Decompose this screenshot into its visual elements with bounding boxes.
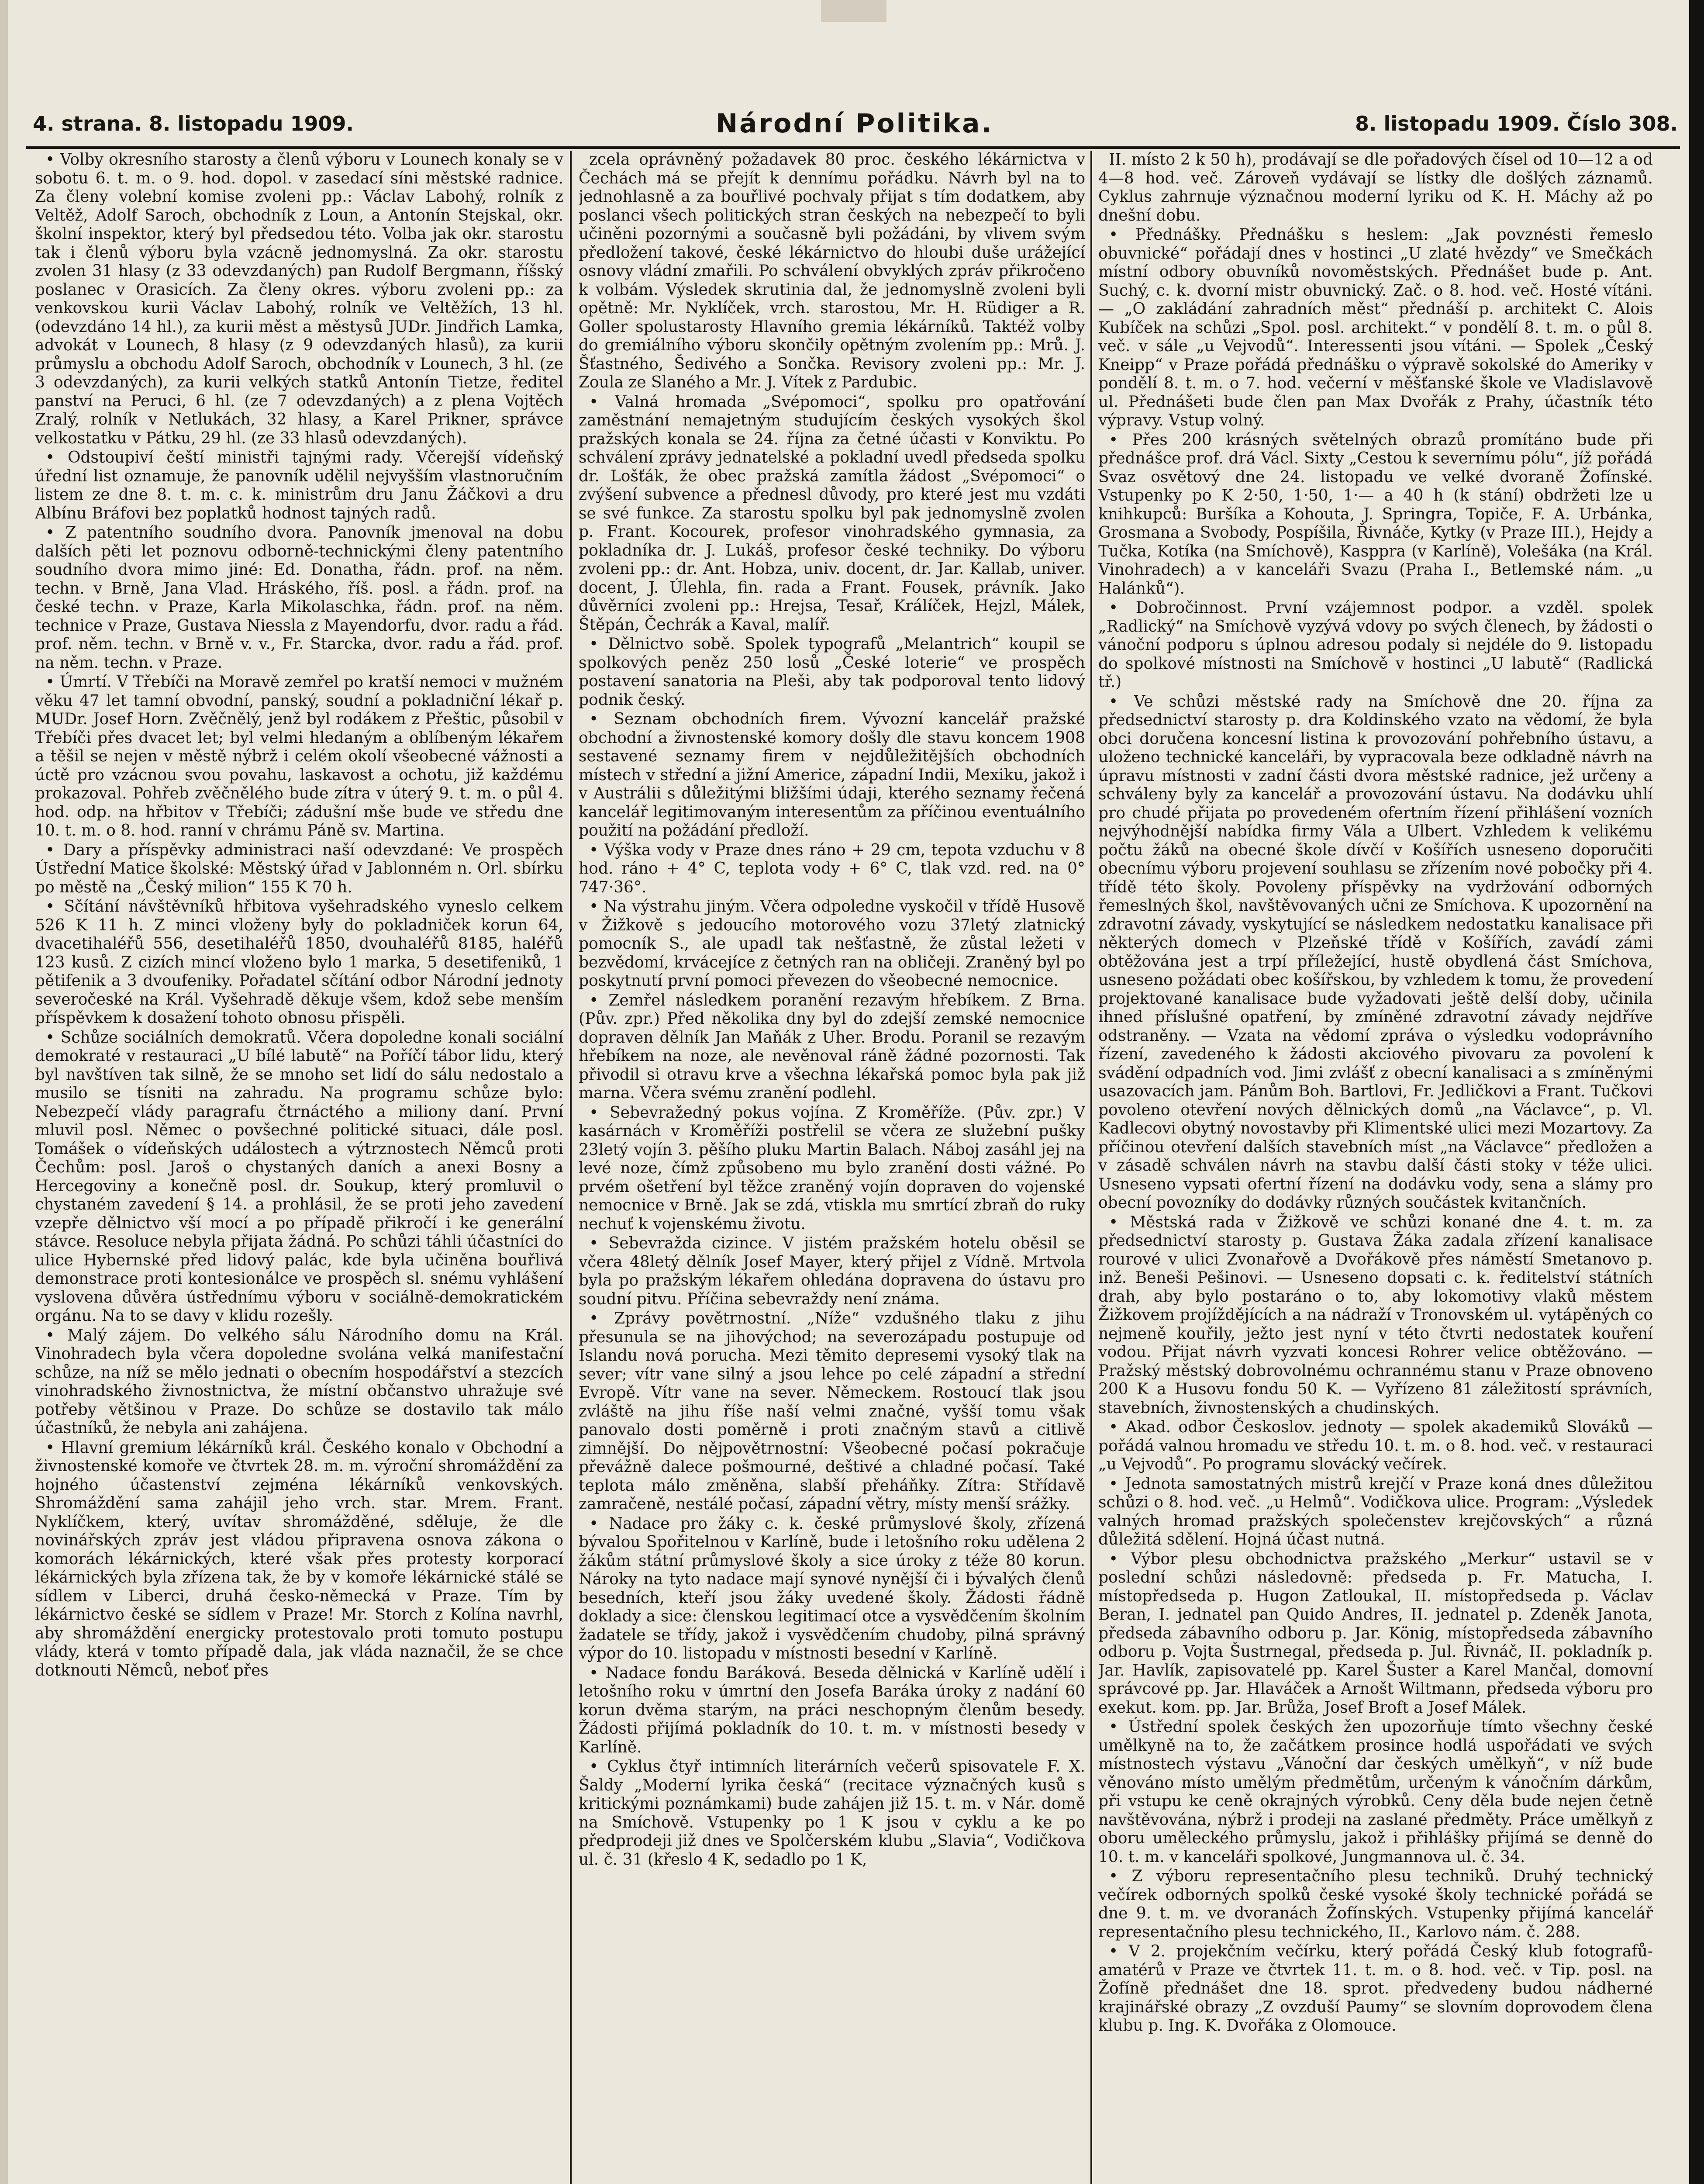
article: • Dobročinnost. První vzájemnost podpor. a vzděl. spolek „Radlický“ na Smíchově vyzývá vdovy po svých členech, by žádosti o vánoční podporu s úplnou adresou podaly si nejdéle do 9. listopadu do spolkové místnosti na Smíchově v hostinci „U labutě“ (Radlická tř.) — [1098, 599, 1653, 691]
article: • Městská rada v Žižkově ve schůzi konané dne 4. t. m. za předsednictví starosty p. Gustava Žáka zadala zřízení kanalisace rourové v ulici Zvonařově a Dvořákově přes náměstí Smetanovo p. inž. Beneši Pešinovi. — Usneseno dopsati c. k. ředitelství státních drah, aby bylo postaráno o to, aby lokomotivy vlaků městem Žižkovem projíždějících a na nádraží v Tronovském ul. vytápěných co nejmeně kouřily, ježto jest nyní v této čtvrti nedostatek kouření vodou. Přijat návrh vyzvati koncesi Rohrer velice obtěžováno. — Pražský městský dobrovolnému ochrannému stanu v Praze obnoveno 200 K a Husovu fondu 50 K. — Vyřízeno 81 záležitostí správních, stavebních, živnostenských a chudinských. — [1098, 1213, 1653, 1417]
article: • Ústřední spolek českých žen upozorňuje tímto všechny české umělkyně na to, že začátkem prosince hodlá uspořádati ve svých místnostech výstavu „Vánoční dar českých umělkyň“, v níž bude věnováno místo umělým předmětům, určeným k vánočním dárkům, při vstupu ke ceně okrajných výrobků. Ceny děla bude nejen četně navštěvována, nýbrž i prodeji na zaslané předměty. Práce umělkyň z oboru uměleckého průmyslu, jakož i přihlášky přijímá se denně do 10. t. m. v kanceláři spolkové, Jungmannova ul. č. 34. — [1098, 1718, 1653, 1866]
article: • Volby okresního starosty a členů výboru v Lounech konaly se v sobotu 6. t. m. o 9. hod. dopol. v zasedací síni městské radnice. Za členy volební komise zvoleni pp.: Václav Labohý, rolník z Veltěž, Adolf Saroch, obchodník z Loun, a Antonín Stejskal, okr. školní inspektor, který byl předsedou této. Volba jak okr. starostu tak i členů výboru byla vzácně jednomyslná. Za okr. starostu zvolen 31 hlasy (z 33 odevzdaných) pan Rudolf Bergmann, říšský poslanec v Orasicích. Za členy okres. výboru zvoleni pp.: za venkovskou kurii Václav Labohý, rolník ve Veltěžích, 13 hl. (odevzdáno 14 hl.), za kurii měst a městysů JUDr. Jindřich Lamka, advokát v Lounech, 8 hlasy (z 9 odevzdaných hlasů), za kurii průmyslu a obchodu Adolf Saroch, obchodník v Lounech, 3 hl. (ze 3 odevzdaných), za kurii velkých statků Antonín Tietze, ředitel panství na Peruci, 6 hl. (ze 7 odevzdaných) a z plena Vojtěch Zralý, rolník v Netlukách, 32 hlasy, a Karel Prikner, správce velkostatku v Pátku, 29 hl. (ze 33 hlasů odevzdaných). — [35, 151, 563, 447]
scan-right-edge — [1689, 0, 1704, 2184]
article: zcela oprávněný požadavek 80 proc. českého lékárnictva v Čechách má se přejít k dennímu pořádku. Návrh byl na to jednohlasně a za bouřlivé pochvaly přijat s tím dodatkem, aby poslanci všech politických stran českých na nebezpečí to byli učiněni pozornými a současně byli požádáni, by vlivem svým předložení takové, české lékárnictvo do hloubi duše urážející osnovy vládní zmařili. Po schválení obvyklých zpráv přikročeno k volbám. Výsledek skrutinia dal, že jednomyslně zvoleni byli opětně: Mr. Nyklíček, vrch. starostou, Mr. H. Rüdiger a R. Goller spolustarosty Hlavního gremia lékárníků. Taktéž volby do gremiálního výboru skončily opětným zvolením pp.: Mrů. J. Šťastného, Šedivého a Sončka. Revisory zvoleni pp.: Mr. J. Zoula ze Slaného a Mr. J. Vítek z Pardubic. — [579, 151, 1085, 391]
masthead-title: Národní Politika. — [715, 108, 993, 139]
page-header — [33, 103, 1678, 144]
article: • Sebevražedný pokus vojína. Z Kroměříže. (Pův. zpr.) V kasárnách v Kroměříži postřelil se včera ze služební pušky 23letý vojín 3. pěšího pluku Martin Balach. Náboj zasáhl jej na levé noze, čímž způsobeno mu bylo zranění dosti vážné. Po prvém ošetření byl těžce zraněný vojín dopraven do vojenské nemocnice v Brně. Jak se zdá, vtiskla mu smrtící zbraň do ruky nechuť k vojenskému životu. — [579, 1103, 1085, 1233]
header-rule — [26, 146, 1680, 149]
article: • Dělnictvo sobě. Spolek typografů „Melantrich“ koupil se spolkových peněz 250 losů „České loterie“ ve prospěch postavení sanatoria na Pleši, aby tak podporoval tento lidový podnik český. — [579, 635, 1085, 709]
article: • Zemřel následkem poranění rezavým hřebíkem. Z Brna. (Pův. zpr.) Před několika dny byl do zdejší zemské nemocnice dopraven dělník Jan Maňák z Uher. Brodu. Poranil se rezavým hřebíkem na noze, ale nevěnoval ráně žádné pozornosti. Tak přivodil si otravu krve a všechna lékařská pomoc byla pak již marna. Včera svému zranění podlehl. — [579, 991, 1085, 1102]
article: • Z patentního soudního dvora. Panovník jmenoval na dobu dalších pěti let poznovu odborně-technickými členy patentního soudního dvora mimo jiné: Ed. Donatha, řádn. prof. na něm. techn. v Brně, Jana Vlad. Hráského, říš. posl. a řádn. prof. na české techn. v Praze, Karla Mikolaschka, řádn. prof. na něm. technice v Praze, Gustava Niessla z Mayendorfu, dvor. radu a řád. prof. něm. techn. v Brně v. v., Fr. Starcka, dvor. radu a řád. prof. na něm. techn. v Praze. — [35, 524, 563, 672]
article: • Jednota samostatných mistrů krejčí v Praze koná dnes důležitou schůzi o 8. hod. več. „u Helmů“. Vodičkova ulice. Program: „Výsledek valných hromad pražských společenstev krejčovských“ a různá důležitá sdělení. Hojná účast nutná. — [1098, 1475, 1653, 1548]
column-3 — [1098, 151, 1653, 2184]
article: • Nadace fondu Baráková. Beseda dělnická v Karlíně udělí i letošního roku v úmrtní den Josefa Baráka úroky z nadání 60 korun dvěma starým, na práci neschopným členům besedy. Žádosti přijímá pokladník do 10. t. m. v místnosti besedy v Karlíně. — [579, 1664, 1085, 1756]
article: • Malý zájem. Do velkého sálu Národního domu na Král. Vinohradech byla včera dopoledne svolána velká manifestační schůze, na níž se mělo jednati o obecním hospodářství a stezcích vinohradského živnostnictva, že místní občanstvo uhražuje své potřeby většinou v Praze. Do schůze se dostavilo tak málo účastníků, že nebyla ani zahájena. — [35, 1326, 563, 1437]
article: • Hlavní gremium lékárníků král. Českého konalo v Obchodní a živnostenské komoře ve čtvrtek 28. m. m. výroční shromáždění za hojného účastenství zejména lékárníků venkovských. Shromáždění sama zahájil jeho vrch. star. Mrem. Frant. Nyklíčkem, který, uvítav shromážděné, sděluje, že dle novinářských zpráv jest vládou připravena osnova zákona o komorách lékárnických, které však přes protesty korporací lékárnických byla zřízena tak, že by v komoře lékárnické stálé se sídlem v Liberci, druhá česko-německá v Praze. Tím by lékárnictvo české se sídlem v Praze! Mr. Storch z Kolína navrhl, aby shromáždění energicky protestovalo proti tomuto postupu vlády, která v tomto případě dala, jak vláda naznačil, že se chce dotknouti Němců, neboť přes — [35, 1438, 563, 1679]
article: • Přednášky. Přednášku s heslem: „Jak povznésti řemeslo obuvnické“ pořádají dnes v hostinci „U zlaté hvězdy“ ve Smečkách místní odbory obuvníků novoměstských. Přednášet bude p. Ant. Suchý, c. k. dvorní mistr obuvnický. Zač. o 8. hod. več. Hosté vítáni. — „O zakládání zahradních měst“ přednáší p. architekt C. Alois Kubíček na schůzi „Spol. posl. architekt.“ v pondělí 8. t. m. o půl 8. več. v sále „u Vejvodů“. Interessenti jsou vítáni. — Spolek „Český Kneipp“ v Praze pořádá přednášku o výpravě sokolské do Ameriky v pondělí 8. t. m. o 7. hod. večerní v měšťanské škole ve Vladislavově ul. Přednášeti bude člen pan Max Dvořák z Prahy, účastník této výpravy. Vstup volný. — [1098, 226, 1653, 429]
article: • Na výstrahu jiným. Včera odpoledne vyskočil v třídě Husově v Žižkově s jedoucího motorového vozu 37letý zlatnický pomocník S., ale upadl tak nešťastně, že zůstal ležeti v bezvědomí, krvácejíce z četných ran na obličeji. Zraněný byl po poskytnutí první pomoci převezen do všeobecné nemocnice. — [579, 898, 1085, 990]
article: • V 2. projekčním večírku, který pořádá Český klub fotografů-amatérů v Praze ve čtvrtek 11. t. m. o 8. hod. več. v Tip. posl. na Žofíně přednášet dne 18. sprot. předvedeny budou nádherné krajinářské obrazy „Z ovzduší Paumy“ se slovním doprovodem člena klubu p. Ing. K. Dvořáka z Olomouce. — [1098, 1942, 1653, 2035]
article: • Výška vody v Praze dnes ráno + 29 cm, tepota vzduchu v 8 hod. ráno + 4° C, teplota vody + 6° C, tlak vzd. red. na 0° 747·36°. — [579, 841, 1085, 896]
scan-left-edge — [0, 0, 8, 2184]
scan-top-mark — [821, 0, 886, 22]
article: • Cyklus čtyř intimních literárních večerů spisovatele F. X. Šaldy „Moderní lyrika česká“ (recitace význačných kusů s kritickými poznámkami) bude zahájen již 15. t. m. v Nár. domě na Smíchově. Vstupenky po 1 K jsou v cyklu a ke po předprodeji již dnes ve Spolčerském klubu „Slavia“, Vodičkova ul. č. 31 (křeslo 4 K, sedadlo po 1 K, — [579, 1758, 1085, 1869]
article: • Schůze sociálních demokratů. Včera dopoledne konali sociální demokraté v restauraci „U bílé labutě“ na Poříčí tábor lidu, který byl navštíven tak silně, že se mnoho set lidí do sálu nedostalo a musilo se tísniti na zahradu. Na programu schůze bylo: Nebezpečí vlády paragrafu čtrnáctého a miliony daní. První mluvil posl. Němec o povšechné politické situaci, dále posl. Tomášek o vídeňských událostech a výtrznostech Němců proti Čechům: posl. Jaroš o chystaných daních a anexi Bosny a Hercegoviny a konečně posl. dr. Soukup, který promluvil o chystaném zavedení § 14. a prohlásil, že se proti jeho zavedení vzepře dělnictvo vší mocí a po případě přikročí i ke generální stávce. Resoluce nebyla přijata žádná. Po schůzi táhli účastníci do ulice Hybernské před lidový palác, kde byla učiněna bouřlivá demonstrace proti kontesionálce ve prospěch sl. snému vyhlášení vyslovena důvěra ústřednímu výboru v sociálně-demokratickém orgánu. Na to se davy v klidu rozešly. — [35, 1028, 563, 1325]
article: • Seznam obchodních firem. Vývozní kancelář pražské obchodní a živnostenské komory došly dle stavu koncem 1908 sestavené seznamy firem v nejdůležitějších obchodních místech v střední a jižní Americe, západní Indii, Mexiku, jakož i v Austrálii s důležitými bližšími údaji, kterého seznamy řečená kancelář legitimovaným interesentům za příčinou eventuálního použití na požádání předloží. — [579, 710, 1085, 840]
column-separator-2 — [1090, 151, 1092, 2184]
article: • Zprávy povětrnostní. „Níže“ vzdušného tlaku z jihu přesunula se na jihovýchod; na severozápadu postupuje od Islandu nová porucha. Mezi těmito depresemi vysoký tlak na sever; vítr vane silný a jsou lehce po celé západní a střední Evropě. Vítr vane na sever. Německem. Rostoucí tlak jsou zvláště na jihu říše naší velmi značné, vyšší tomu však panovalo dosti poměrně i proti značným stavů a citlivě zimnější. Do nějpovětrnostní: Všeobecné počasí pokračuje převážně dalece pošmourné, deštivé a chladné počasí. Také teplota málo změněna, slabší přeháňky. Zítra: Střídavě zamračeně, nestálé počasí, západní větry, místy menší srážky. — [579, 1310, 1085, 1513]
article: • Nadace pro žáky c. k. české průmyslové školy, zřízená bývalou Spořitelnou v Karlíně, bude i letošního roku udělena 2 žákům státní průmyslové školy a sice úroky z téže 80 korun. Nároky na tyto nadace mají synové nynější či i bývalých členů besedních, kteří jsou žáky uvedené školy. Žádosti řádně doklady a sice: členskou legitimací otce a vysvědčením školním žadatele se třídy, jakož i vysvědčením chudoby, pilná správný výpor do 10. listopadu v místnosti besední v Karlíně. — [579, 1514, 1085, 1662]
article: • Přes 200 krásných světelných obrazů promítáno bude při přednášce prof. drá Václ. Sixty „Cestou k severnímu pólu“, jíž pořádá Svaz osvětový dne 24. listopadu ve velké dvoraně Žofínské. Vstupenky po K 2·50, 1·50, 1·— a 40 h (k stání) obdržeti lze u knihkupců: Buršíka a Kohouta, J. Springra, Topiče, F. A. Urbánka, Grosmana a Svobody, Pospíšila, Řivnáče, Kytky (v Praze III.), Hejdy a Tučka, Kotíka (na Smíchově), Kasppra (v Karlíně), Volešáka (na Král. Vinohradech) a v kanceláři Svazu (Praha I., Betlemské nám. „u Halánků“). — [1098, 431, 1653, 598]
article: • Valná hromada „Svépomoci“, spolku pro opatřování zaměstnání nemajetným studujícím českých vysokých škol pražských konala se 24. října za četné účasti v Konviktu. Po schválení zprávy jednatelské a pokladní uvedl předseda spolku dr. Lošťák, že obec pražská zamítla žádost „Svépomoci“ o zvýšení subvence a přednesl důvody, pro které jest mu vzdáti se své funkce. Za starostu spolku byl pak jednomyslně zvolen p. Frant. Kocourek, profesor vinohradského gymnasia, za pokladníka dr. J. Lukáš, profesor české techniky. Do výboru zvoleni pp.: dr. Ant. Hobza, univ. docent, dr. Jar. Kallab, univer. docent, J. Úlehla, fin. rada a Frant. Fousek, právník. Jako důvěrníci zvoleni pp.: Hrejsa, Tesař, Králíček, Hejzl, Málek, Štěpán, Čechrák a Kaval, malíř. — [579, 393, 1085, 634]
article: • Úmrtí. V Třebíči na Moravě zemřel po kratší nemoci v mužném věku 47 let tamní obvodní, panský, soudní a pokladniční lékař p. MUDr. Josef Horn. Zvěčnělý, jenž byl rodákem z Přeštic, působil v Třebíči přes dvacet let; byl velmi hledaným a oblíbeným lékařem a těšil se nejen v městě nýbrž i celém okolí všeobecné vážnosti a úctě pro vzácnou svou povahu, laskavost a ochotu, již každému prokazoval. Pohřeb zvěčnělého bude zítra v úterý 9. t. m. o půl 4. hod. odp. na hřbitov v Třebíči; zádušní mše bude ve středu dne 10. t. m. o 8. hod. ranní v chrámu Páně sv. Martina. — [35, 673, 563, 840]
column-2 — [579, 151, 1085, 2184]
column-separator-1 — [570, 151, 572, 2184]
article: • Ve schůzi městské rady na Smíchově dne 20. října za předsednictví starosty p. dra Koldinského vzato na vědomí, že byla obci doručena koncesní listina k provozování pohřebního ústavu, a uloženo technické kanceláři, by vypracovala beze odkladně návrh na úpravu místnosti v zadní části dvora městské radnice, jež určeny a schváleny byly za kancelář a provozování ústavu. Na dodávku uhlí pro chudé přijata po provedeném ofertním řízení přihlášení vozních nejvýhodnější nabídka firmy Vála a Ulbert. Vzhledem k velikému počtu žáků na obecné škole dívčí v Košířích usneseno doporučiti obecnímu výboru projevení souhlasu se zřízením nové pobočky při 4. třídě této školy. Povoleny příspěvky na vydržování odborných řemeslných škol, navštěvovaných učni ze Smíchova. K upozornění na zdravotní závady, vyskytující se následkem nedostatku kanalisace při některých domech v Plzeňské třídě v Košířích, zavádí zámi obtěžována jest a trpí příležející, hustě obydlená část Smíchova, usneseno požádati obec košířskou, by vzhledem k tomu, že provedení projektované kanalisace bude vyžadovati ještě delší doby, učinila ihned příslušné opatření, by zmíněné zdravotní závady nejdříve odstraněny. — Vzata na vědomí zpráva o výsledku vodoprávního řízení, zavedeného k žádosti akciového pivovaru za povolení k svádění odpadních vod. Jimi zvlášť z obecní kanalisaci a s zmíněnými usazovacích jam. Pánům Boh. Bartlovi, Fr. Jedličkovi a Frant. Tučkovi povoleno otevření nových dělnických domů „na Václavce“, p. Vl. Kadlecovi obytný novostavby při Klimentské ulici mezi Mozartovy. Za příčinou otevření dalších stavebních míst „na Václavce“ předložen a v zásadě schválen návrh na stavbu další části stoky v téže ulici. Usneseno vypsati ofertní řízení na dodávku vody, sena a slámy pro obecní povozníky do dodávky různých součástek kvitančních. — [1098, 692, 1653, 1212]
article: II. místo 2 k 50 h), prodávají se dle pořadových čísel od 10—12 a od 4—8 hod. več. Zároveň vydávají se lístky dle došlých záznamů. Cyklus zahrnuje význačnou moderní lyriku od K. H. Máchy až po dnešní dobu. — [1098, 151, 1653, 225]
article: • Výbor plesu obchodnictva pražského „Merkur“ ustavil se v poslední schůzi následovně: předseda p. Fr. Matucha, I. místopředseda p. Hugon Zatloukal, II. místopředseda p. Václav Beran, I. jednatel pan Quido Andres, II. jednatel p. Zdeněk Janota, předseda zábavního odboru p. Jar. König, místopředseda zábavního odboru p. Vojta Šustrnegal, předseda p. Jul. Řivnáč, II. pokladník p. Jar. Havlík, zapisovatelé pp. Karel Šuster a Karel Mančal, domovní správcové pp. Jar. Hlaváček a Arnošt Wiltmann, předseda výboru pro exekut. kom. pp. Jar. Brůža, Josef Broft a Josef Málek. — [1098, 1550, 1653, 1717]
article: • Dary a příspěvky administraci naší odevzdané: Ve prospěch Ústřední Matice školské: Městský úřad v Jablonném n. Orl. sbírku po městě na „Český milion“ 155 K 70 h. — [35, 841, 563, 896]
article: • Sčítání návštěvníků hřbitova vyšehradského vyneslo celkem 526 K 11 h. Z minci vloženy byly do pokladniček korun 64, dvacetihaléřů 556, desetihaléřů 1850, dvouhaléřů 8185, haléřů 123 kusů. Z cizích mincí vloženo bylo 1 marka, 5 desetifeniků, 1 pětifenik a 3 dvoufeniky. Pořadatel sčítání odbor Národní jednoty severočeské na Král. Vyšehradě děkuje všem, kdož sebe menším příspěvkem k dosažení tohoto obnosu přispěli. — [35, 898, 563, 1027]
header-date-left: 4. strana. 8. listopadu 1909. — [33, 111, 354, 135]
article: • Z výboru representačního plesu techniků. Druhý technický večírek odborných spolků české vysoké školy technické pořádá se dne 9. t. m. ve dvoranách Žofínských. Vstupenky přijímá kancelář representačního plesu technického, II., Karlovo nám. č. 288. — [1098, 1867, 1653, 1941]
article: • Sebevražda cizince. V jistém pražském hotelu oběsil se včera 48letý dělník Josef Mayer, který přijel z Vídně. Mrtvola byla po pražským lékařem ohledána dopravena do ústavu pro soudní pitvu. Příčina sebevraždy není známa. — [579, 1234, 1085, 1308]
column-1 — [35, 151, 563, 2184]
article: • Odstoupiví čeští ministři tajnými rady. Včerejší vídeňský úřední list oznamuje, že panovník udělil nejvyšším vlastnoručním listem ze dne 8. t. m. c. k. ministrům dru Janu Žáčkovi a dru Albínu Bráfovi bez poplatků hodnost tajných radů. — [35, 449, 563, 522]
article: • Akad. odbor Českoslov. jednoty — spolek akademiků Slováků — pořádá valnou hromadu ve středu 10. t. m. o 8. hod. več. v restauraci „u Vejvodů“. Po programu slovácký večírek. — [1098, 1418, 1653, 1473]
header-issue-right: 8. listopadu 1909. Číslo 308. — [1355, 111, 1678, 135]
